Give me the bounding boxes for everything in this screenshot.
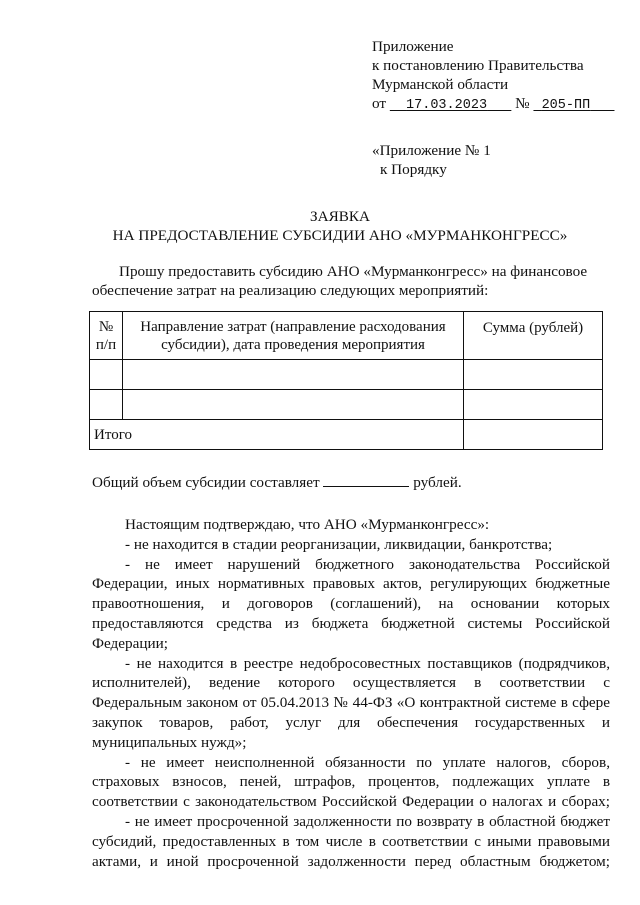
expenses-table: [89, 311, 603, 450]
header-line-1: Приложение: [372, 38, 454, 55]
date-prefix: от: [372, 95, 387, 112]
number-prefix: №: [515, 95, 530, 112]
table-row: [90, 390, 603, 420]
body-line: правоотношения, и договоров (соглашений), на основании которых: [92, 595, 610, 613]
table-total-row: [90, 420, 603, 450]
body-line: - не находится в реестре недобросовестных поставщиков (подрядчиков,: [125, 654, 610, 672]
total-suffix: рублей.: [413, 474, 462, 491]
subsidy-total-line: [92, 472, 462, 492]
body-line: Настоящим подтверждаю, что АНО «Мурманконгресс»:: [125, 516, 490, 533]
total-label: Итого: [90, 420, 464, 450]
total-value: [464, 420, 603, 450]
body-line: закупок товаров, работ, услуг для обеспечения государственных и: [92, 713, 610, 731]
intro-line-1: Прошу предоставить субсидию АНО «Мурманконгресс» на финансовое: [119, 263, 588, 280]
appendix-line-1: «Приложение № 1: [372, 142, 491, 159]
decree-date: 17.03.2023: [406, 98, 488, 113]
total-prefix: Общий объем субсидии составляет: [92, 474, 320, 491]
header-line-3: Мурманской области: [372, 76, 509, 93]
approval-header: [372, 37, 632, 115]
body-line: - не имеет нарушений бюджетного законодательства Российской: [125, 555, 610, 573]
body-line: муниципальных нужд»;: [92, 733, 247, 751]
total-blank: [323, 472, 409, 487]
confirmation-text: [92, 515, 610, 871]
body-line: страховых взносов, пеней, штрафов, процентов, подлежащих уплате в: [92, 773, 610, 791]
body-line: Федерации;: [92, 634, 168, 652]
body-line: актами, и иной просроченной задолженности перед областным бюджетом;: [92, 852, 610, 870]
table-cell: [464, 360, 603, 390]
title-line-2: НА ПРЕДОСТАВЛЕНИЕ СУБСИДИИ АНО «МУРМАНКОНГРЕСС»: [112, 227, 568, 244]
appendix-reference: [372, 141, 491, 179]
body-line: - не имеет просроченной задолженности по возврату в областной бюджет: [125, 812, 610, 830]
header-line-2: к постановлению Правительства: [372, 57, 584, 74]
col-direction-header: Направление затрат (направление расходования субсидии), дата проведения мероприятия: [123, 312, 464, 360]
body-line: исполнителей), ведение которого осуществляется в соответствии с: [92, 674, 610, 692]
header-date-line: [372, 94, 632, 115]
body-line: Федеральным законом от 05.04.2013 № 44-ФЗ «О контрактной системе в сфере: [92, 694, 610, 712]
table-header-row: [90, 312, 603, 360]
title-line-1: ЗАЯВКА: [310, 208, 370, 225]
table-cell: [90, 360, 123, 390]
body-line: субсидий, предоставленных в том числе в соответствии с иными правовыми: [92, 832, 610, 850]
decree-number: 205-ПП: [541, 98, 591, 113]
appendix-line-2: к Порядку: [380, 161, 447, 178]
intro-line-2: обеспечение затрат на реализацию следующих мероприятий:: [92, 282, 489, 299]
table-cell: [123, 390, 464, 420]
table-cell: [123, 360, 464, 390]
table-cell: [464, 390, 603, 420]
col-sum-header: Сумма (рублей): [464, 312, 603, 360]
body-line: - не находится в стадии реорганизации, ликвидации, банкротства;: [125, 535, 553, 553]
body-line: Федерации, иных нормативных правовых актов, регулирующих бюджетные: [92, 575, 610, 593]
intro-paragraph: [92, 262, 612, 300]
body-line: - не имеет неисполненной обязанности по уплате налогов, сборов,: [125, 753, 610, 771]
document-title: [60, 207, 620, 245]
col-number-header: № п/п: [90, 312, 123, 360]
body-line: предоставляются средства из бюджета бюджетной системы Российской: [92, 614, 610, 632]
table-cell: [90, 390, 123, 420]
table-row: [90, 360, 603, 390]
body-line: соответствии с законодательством Российской Федерации о налогах и сборах;: [92, 793, 610, 811]
